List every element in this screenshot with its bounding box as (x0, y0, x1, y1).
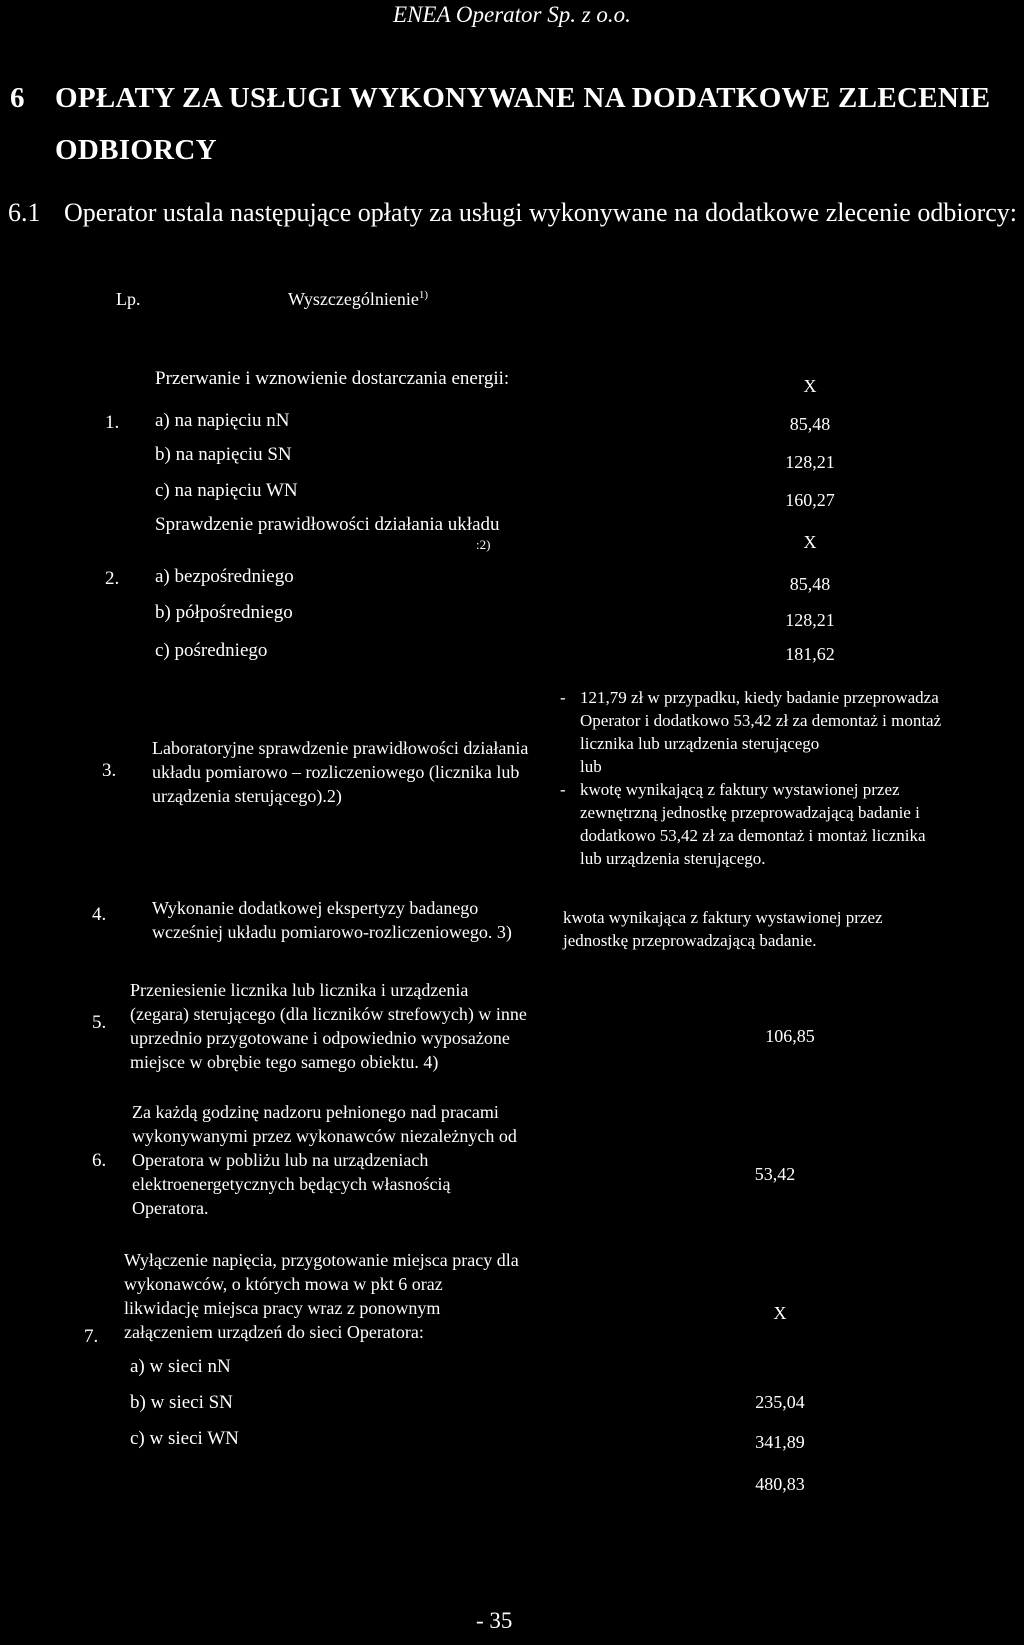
row-1-item-c: c) na napięciu WN (155, 480, 298, 501)
row-6-lp: 6. (92, 1150, 107, 1171)
row-1-value-a: 85,48 (789, 414, 831, 434)
row-2-heading-footnote: :2) (476, 537, 491, 552)
row-2-item-a: a) bezpośredniego (155, 566, 294, 587)
row-3-value-description: - 121,79 zł w przypadku, kiedy badanie przeprowadza Operator i dodatkowo 53,42 zł za demontaż i montaż licznika lub urządzenia sterującego lub - kwotę wynikającą z faktury wystawionej przez zewnętrzną jednostkę przeprowadzającą badanie i dodatkowo 53,42 zł za demontaż i montaż licznika lub urządzenia sterującego. (560, 688, 942, 868)
row-4-lp: 4. (92, 904, 107, 925)
row-2-heading-value: X (803, 532, 817, 552)
row-2-item-c-label: c) pośredniego (155, 640, 268, 661)
row-6-description: Za każdą godzinę nadzoru pełnionego nad pracami wykonywanymi przez wykonawców niezależnych od Operatora w pobliżu lub na urządzeniach elektroenergetycznych będących własnością Operatora. (132, 1102, 517, 1218)
row-5-value: 106,85 (765, 1026, 815, 1046)
row-2-item-b: b) półpośredniego (155, 602, 293, 623)
subsection-text: Operator ustala następujące opłaty za usługi wykonywane na dodatkowe zlecenie odbiorcy: (64, 198, 1017, 227)
row-1-heading-value: X (803, 376, 817, 396)
row-1-item-a: a) na napięciu nN (155, 410, 290, 431)
row-2-value-b: 128,21 (785, 610, 835, 630)
row-2-lp: 2. (105, 568, 120, 589)
row-4-value-description: kwota wynikająca z faktury wystawionej przez jednostkę przeprowadzającą badanie. (563, 908, 883, 950)
row-7-value-a: 235,04 (755, 1392, 805, 1412)
row-1-value-c: 160,27 (785, 490, 835, 510)
row-2-heading: Sprawdzenie prawidłowości działania układu (155, 514, 500, 535)
row-7-item-c: c) w sieci WN (130, 1428, 239, 1449)
section-title-line2: ODBIORCY (55, 134, 217, 166)
row-1-heading: Przerwanie i wznowienie dostarczania energii: (155, 368, 510, 389)
row-6-value: 53,42 (754, 1164, 796, 1184)
row-4-description: Wykonanie dodatkowej ekspertyzy badanego wcześniej układu pomiarowo-rozliczeniowego. 3) (152, 898, 512, 942)
column-header-specification: Wyszczególnienie$^{1)}$ (288, 289, 429, 309)
row-7-item-b: b) w sieci SN (130, 1392, 233, 1413)
row-1-value-b: 128,21 (785, 452, 835, 472)
section-title-line1: OPŁATY ZA USŁUGI WYKONYWANE NA DODATKOWE ZLECENIE (55, 82, 991, 114)
row-2-value-c: 181,62 (765, 644, 855, 665)
row-7-description: Wyłączenie napięcia, przygotowanie miejsca pracy dla wykonawców, o których mowa w pkt 6 oraz likwidację miejsca pracy wraz z ponownym załączeniem urządzeń do sieci Operatora: (124, 1250, 519, 1342)
row-5-lp: 5. (92, 1012, 107, 1033)
row-1-lp: 1. (105, 412, 120, 433)
row-3-description: Laboratoryjne sprawdzenie prawidłowości działania układu pomiarowo – rozliczeniowego (licznika lub urządzenia sterującego).2) (152, 738, 529, 806)
row-7-heading-value: X (773, 1303, 787, 1323)
row-7-value-c: 480,83 (755, 1474, 805, 1494)
row-7-value-b: 341,89 (755, 1432, 805, 1452)
subsection-number: 6.1 (8, 198, 41, 227)
page-number: - 35 (476, 1608, 513, 1633)
row-2-value-a: 85,48 (789, 574, 831, 594)
section-number: 6 (10, 82, 25, 114)
row-7-lp: 7. (84, 1326, 99, 1347)
company-header: ENEA Operator Sp. z o.o. (393, 2, 631, 27)
row-1-item-b: b) na napięciu SN (155, 444, 292, 465)
row-5-description: Przeniesienie licznika lub licznika i urządzenia (zegara) sterującego (dla liczników strefowych) w inne uprzednio przygotowane i odpowiednio wyposażone miejsce w obrębie tego samego obiektu. 4) (130, 980, 527, 1072)
row-7-item-a: a) w sieci nN (130, 1356, 231, 1377)
row-3-lp: 3. (102, 760, 117, 781)
column-header-lp: Lp. (116, 289, 141, 309)
